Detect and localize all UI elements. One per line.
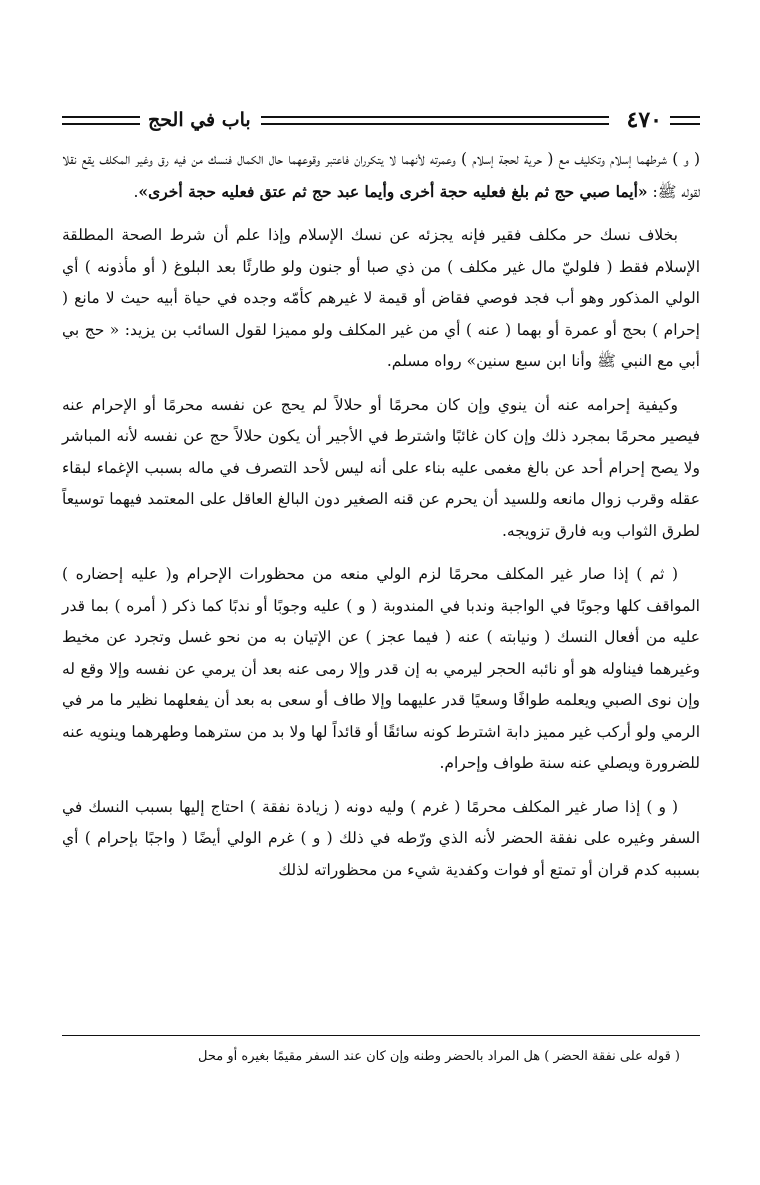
paragraph-3: وكيفية إحرامه عنه أن ينوي وإن كان محرمًا أو حلالاً لم يحج عن نفسه محرمًا أو الإحرام عنه فيصير محرمًا بمجرد ذلك وإن كان غائبًا واشترط في الأجير أن يكون حلالاً حج عن نفسه لأنه المباشر ولا يصح إحرام أحد عن بالغ مغمى عليه بناء على أنه ليس لأحد التصرف في ماله بسبب الإغماء لبقاء عقله وقرب زوال مانعه وللسيد أن يحرم عن قنه الصغير دون البالغ العاقل على المعتمد فيهما توسيعاً لطرق الثواب وبه فارق تزويجه. (62, 395, 700, 540)
paragraph-2: بخلاف نسك حر مكلف فقير فإنه يجزئه عن نسك الإسلام وإذا علم أن شرط الصحة المطلقة الإسلام فقط ( فلوليّ مال غير مكلف ) من ذي صبا أو جنون ولو طارئًا بعد البلوغ ( أو مأذونه ) أي الولي المذكور وهو أب فجد فوصي فقاض أو قيمة لا غيرهم كأمّه وجده في حياة أبيه حيث لا مانع ( إحرام ) بحج أو عمرة أو بهما ( عنه ) أي من غير المكلف ولو مميزا لقول السائب بن يزيد: « حج بي أبي مع النبي ﷺ وأنا ابن سبع سنين» رواه مسلم. (62, 226, 700, 370)
main-text (62, 144, 700, 898)
footnote: ( قوله على نفقة الحضر ) هل المراد بالحضر وطنه وإن كان عند السفر مقيمًا بغيره أو محل (198, 1049, 680, 1064)
page-number: ٤٧٠ (626, 107, 662, 133)
paragraph-1-tail: . (133, 182, 139, 201)
paragraph-1 (62, 144, 700, 208)
paragraph-5: ( و ) إذا صار غير المكلف محرمًا ( غرم ) وليه دونه ( زيادة نفقة ) احتاج إليها بسبب النسك في السفر وغيره على نفقة الحضر لأنه الذي ورّطه في ذلك ( و ) غرم الولي أيضًا ( واجبًا بإحرام ) أي بسببه كدم قران أو تمتع أو فوات وكفدية شيء من محظوراته لذلك (62, 797, 700, 879)
header-rule-right (670, 116, 700, 125)
paragraph-4: ( ثم ) إذا صار غير المكلف محرمًا لزم الولي منعه من محظورات الإحرام و( عليه إحضاره ) المواقف كلها وجوبًا في الواجبة وندبا في المندوبة ( و ) عليه وجوبًا أو ندبًا كما ذكر ( أمره ) بما قدر عليه من أفعال النسك ( ونيابته ) عنه ( فيما عجز ) عن الإتيان به من نحو غسل وتجرد عن مخيط وغيرهما فيناوله هو أو نائبه الحجر ليرمي به إن قدر وإلا رمى عنه بعد أن يرمي عن نفسه وإلا وقع له وإن نوى الصبي ويعلمه طوافًا وسعيًا قدر عليهما وإلا طاف أو سعى به بعد أن يفعلهما نظير ما مر في الرمي ولو أركب غير مميز دابة اشترط كونه سائقًا أو قائداً لها ولا بد من سترهما وطهرهما وينويه عنه للضرورة ويصلي عنه سنة طواف وإحرام. (62, 565, 700, 772)
page-header (62, 102, 700, 138)
paragraph-1-text: ( و ) شرطهما إسلام وتكليف مع ( حرية لحجة إسلام ) وعمرته لأنهما لا يتكرران فاعتبر وقوعهما حال الكمال فنسك من فيه رق وغير المكلف يقع نقلا لقوله ﷺ: (62, 150, 700, 201)
chapter-title: باب في الحج (148, 109, 251, 131)
header-rule-left (62, 116, 140, 125)
footnote-divider (62, 1035, 700, 1036)
header-rule-middle (261, 116, 609, 125)
hadith-quote: «أيما صبي حج ثم بلغ فعليه حجة أخرى وأيما عبد حج ثم عتق فعليه حجة أخرى» (138, 181, 648, 201)
